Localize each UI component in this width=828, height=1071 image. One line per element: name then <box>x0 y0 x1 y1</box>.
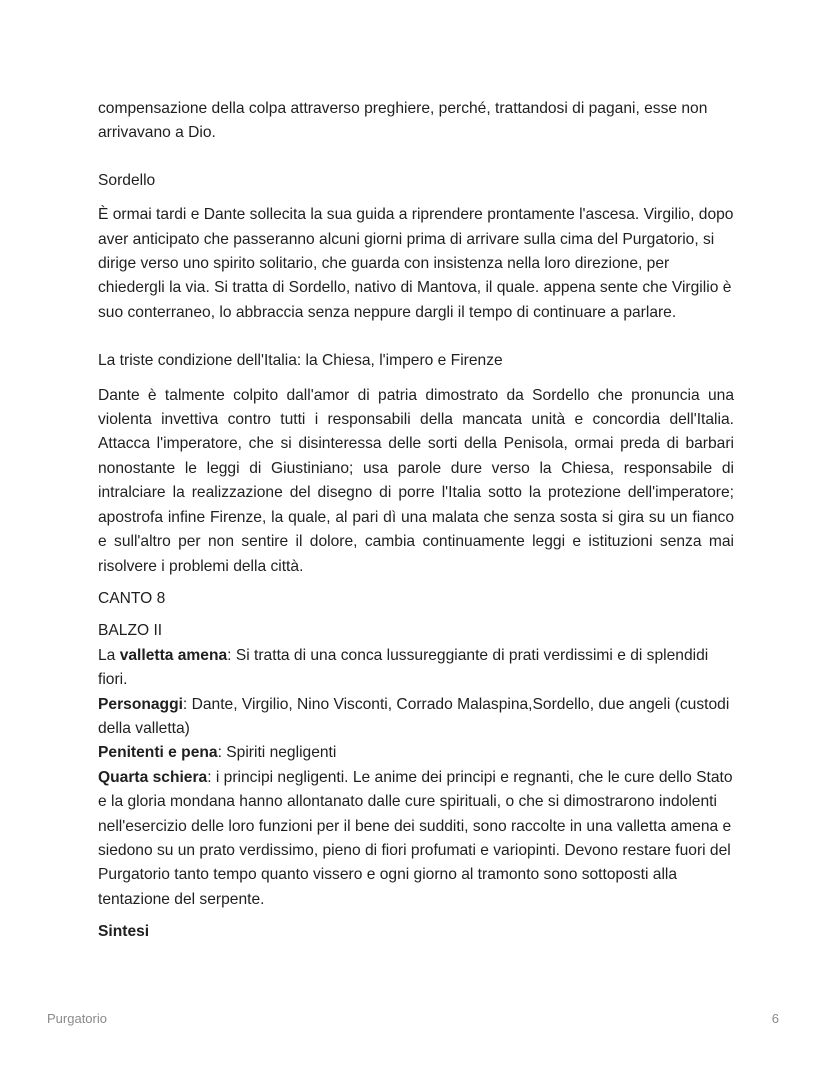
schiera-label: Quarta schiera <box>98 768 208 786</box>
italia-paragraph: Dante è talmente colpito dall'amor di patria dimostrato da Sordello che pronuncia una violenta invettiva contro tutti i responsabili della mancata unità e concordia dell'Italia. Attacca l'imperatore, che si disinteressa delle sorti della Penisola, ormai preda di barbari nonostante le leggi di Giustiniano; usa parole dure verso la Chiesa, responsabile di intralciare la realizzazione del disegno di porre l'Italia sotto la protezione dell'imperatore; apostrofa infine Firenze, la quale, al pari dì una malata che senza sosta si gira su un fianco e sull'altro per non sentire il dolore, cambia continuamente leggi e istituzioni senza mai risolvere i problemi della città. <box>98 386 734 575</box>
sordello-heading: Sordello <box>98 171 156 189</box>
footer-title: Purgatorio <box>47 1011 107 1026</box>
sintesi-heading <box>98 920 734 944</box>
penitenti-label: Penitenti e pena <box>98 744 218 762</box>
valletta-label: valletta amena <box>119 646 228 664</box>
italia-heading: La triste condizione dell'Italia: la Chiesa, l'impero e Firenze <box>98 352 503 370</box>
valletta-text: : Si tratta di una conca lussureggiante di prati verdissimi e di splendidi fiori. <box>98 646 709 689</box>
sordello-paragraph: È ormai tardi e Dante sollecita la sua guida a riprendere prontamente l'ascesa. Virgilio, dopo aver anticipato che passeranno alcuni giorni prima di arrivare sulla cima del Purgatorio, si dirige verso uno spirito solitario, che guarda con insistenza nella loro direzione, per chiedergli la via. Si tratta di Sordello, nativo di Mantova, il quale. appena sente che Virgilio è suo conterraneo, lo abbraccia senza neppure dargli il tempo di continuare a parlare. <box>98 206 734 321</box>
valletta-line <box>98 644 734 693</box>
balzo-heading: BALZO II <box>98 622 163 640</box>
canto-heading: CANTO 8 <box>98 589 166 607</box>
page-number: 6 <box>771 1011 779 1026</box>
document-body <box>98 97 734 945</box>
intro-paragraph: compensazione della colpa attraverso preghiere, perché, trattandosi di pagani, esse non arrivavano a Dio. <box>98 100 708 142</box>
valletta-prefix: La <box>98 646 120 664</box>
schiera-line <box>98 766 734 912</box>
schiera-text: : i principi negligenti. Le anime dei principi e regnanti, che le cure dello Stato e la gloria mondana hanno allontanato dalle cure spirituali, o che si dimostrarono indolenti nell'esercizio delle loro funzioni per il bene dei sudditi, sono raccolte in una valletta amena e siedono su un prato verdissimo, pieno di fiori profumati e variopinti. Devono restare fuori del Purgatorio tanto tempo quanto vissero e ogni giorno al tramonto sono sottoposti alla tentazione del serpente. <box>98 768 733 908</box>
personaggi-line <box>98 693 734 742</box>
penitenti-line <box>98 741 734 765</box>
penitenti-text: : Spiriti negligenti <box>217 744 337 762</box>
personaggi-text: : Dante, Virgilio, Nino Visconti, Corrado Malaspina,Sordello, due angeli (custodi della valletta) <box>98 695 730 737</box>
personaggi-label: Personaggi <box>98 695 183 713</box>
sintesi-label: Sintesi <box>98 923 150 941</box>
